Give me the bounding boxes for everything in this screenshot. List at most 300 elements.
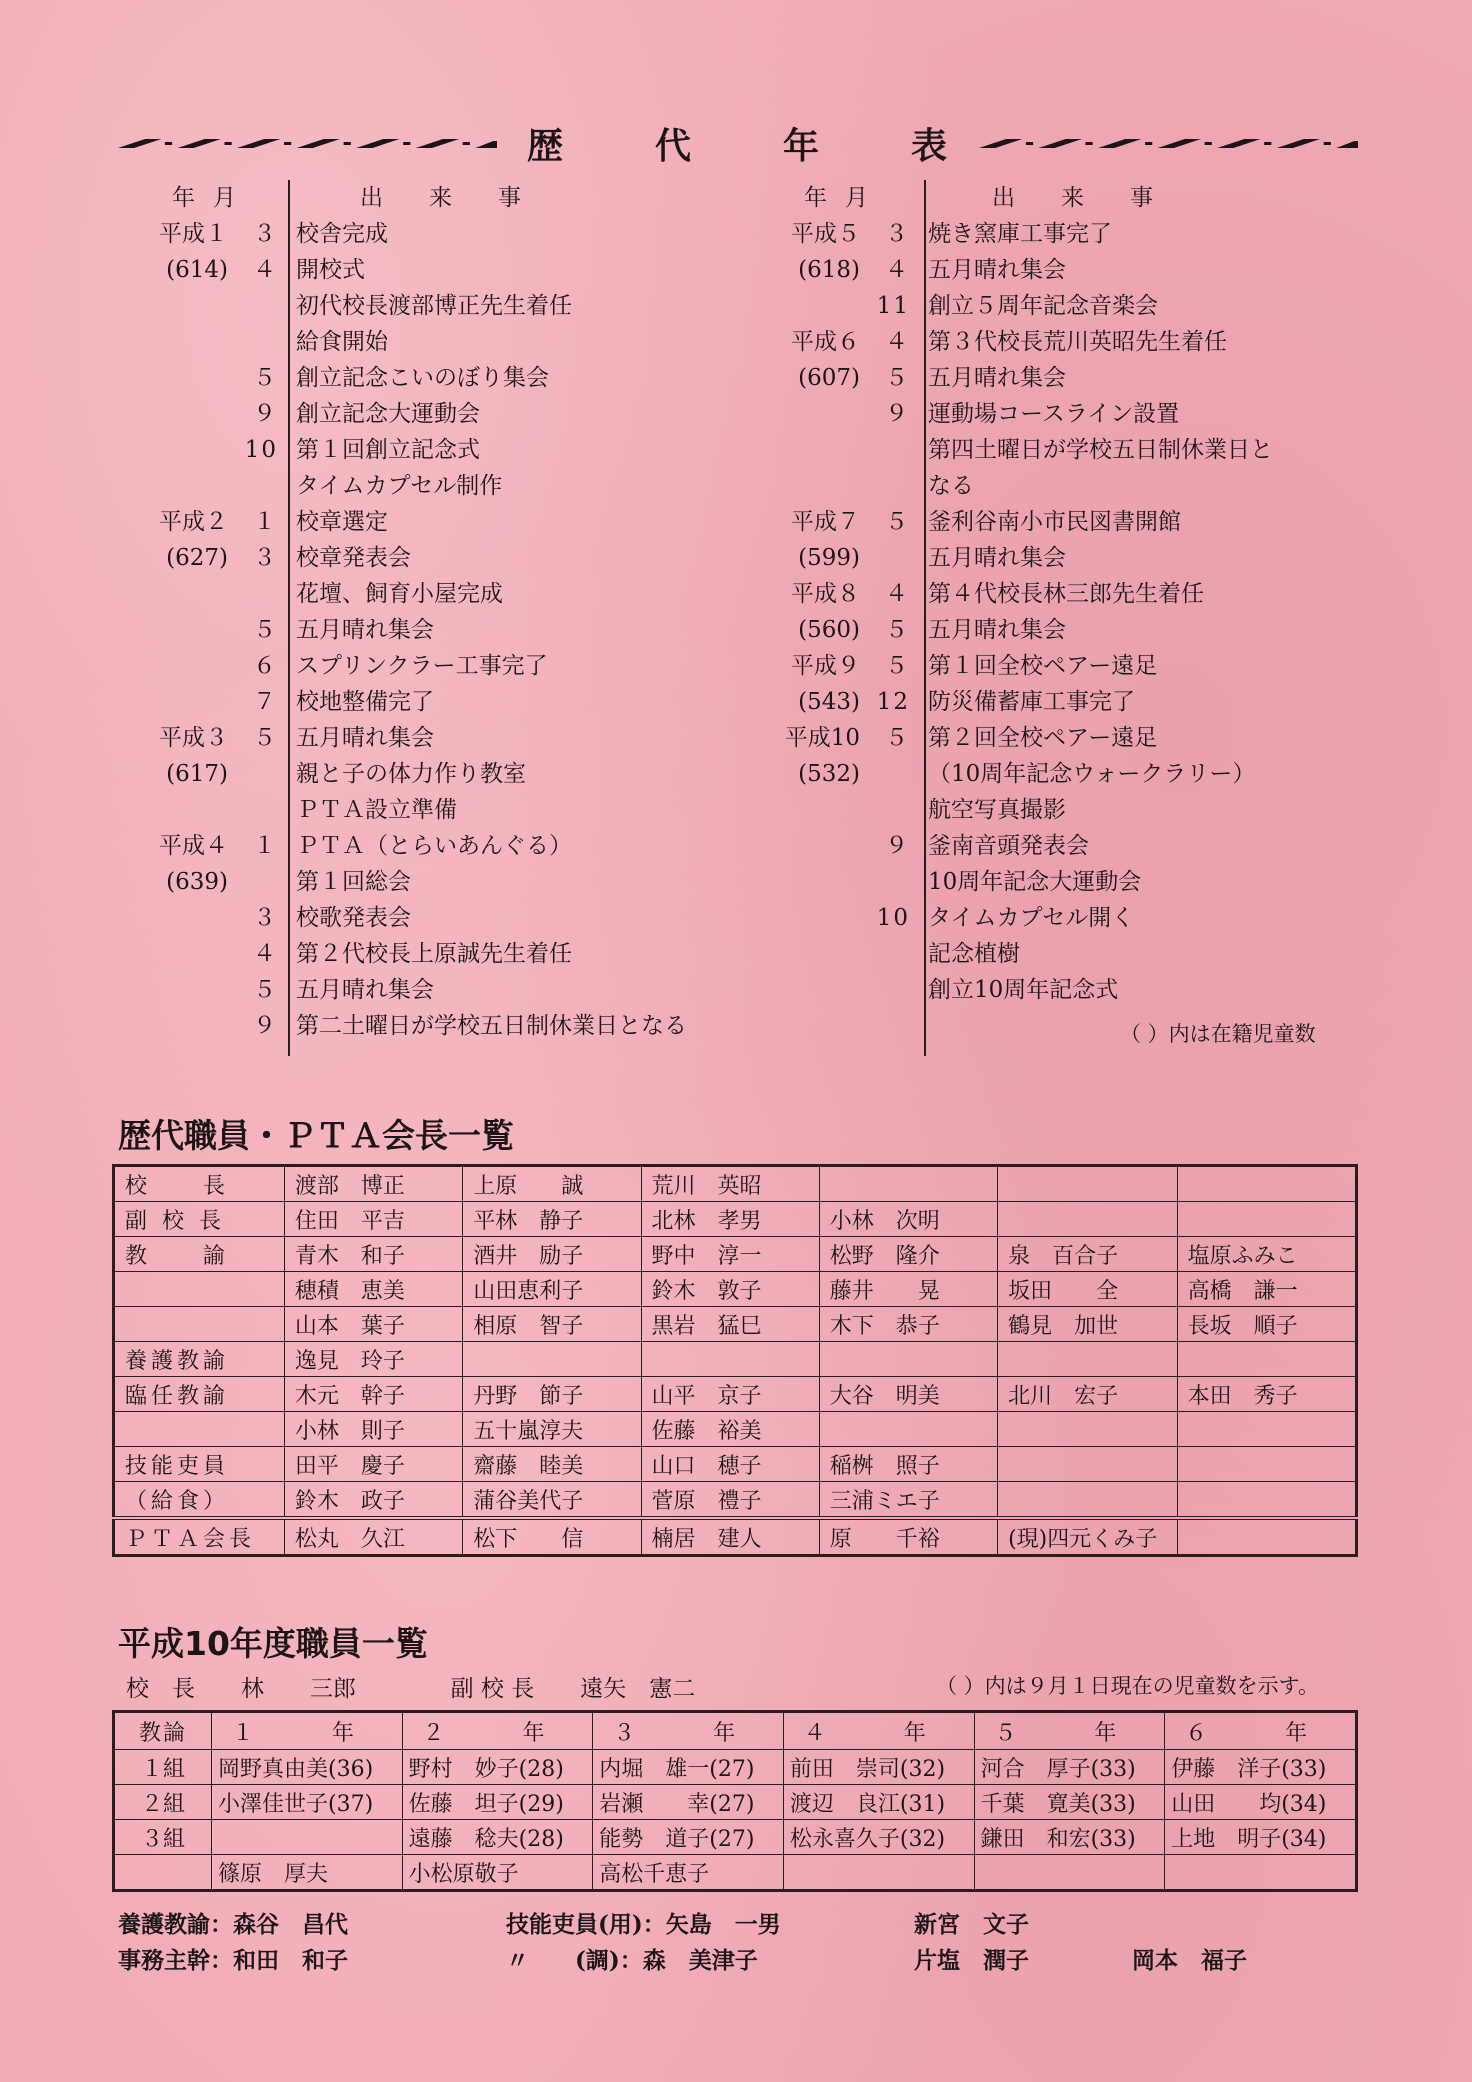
staff-name-cell: 渡部 博正 <box>284 1166 462 1202</box>
history-row <box>148 540 788 576</box>
history-event: ＰＴＡ（とらいあんぐる） <box>296 833 572 859</box>
vice-principal-text: 副 校 長 遠矢 憲二 <box>450 1676 696 1702</box>
footer-cook: 〃 (調)：森 美津子 <box>506 1947 758 1974</box>
history-row <box>148 864 788 900</box>
history-month: 11 <box>876 293 910 319</box>
h10-class-cell: ３組 <box>114 1820 212 1855</box>
history-era <box>148 324 228 360</box>
history-row <box>148 1008 788 1044</box>
history-era: (599) <box>798 545 860 571</box>
history-month: ３ <box>253 545 278 571</box>
h10-teacher-cell: 小松原敬子 <box>402 1855 593 1891</box>
staff-row <box>114 1377 1357 1412</box>
history-event: 航空写真撮影 <box>928 797 1066 823</box>
history-row <box>780 540 1360 576</box>
column-divider <box>924 180 926 1056</box>
footer-line-1 <box>118 1906 1029 1939</box>
history-era: (618) <box>798 257 860 283</box>
header-event: 出来事 <box>360 185 567 211</box>
history-era: (560) <box>798 617 860 643</box>
staff-name-cell: 荒川 英昭 <box>641 1166 819 1202</box>
history-era <box>780 972 860 1008</box>
staff-name-cell: 丹野 節子 <box>463 1377 641 1412</box>
history-era <box>148 360 228 396</box>
history-event: 第４代校長林三郎先生着任 <box>928 581 1204 607</box>
history-row <box>780 864 1360 900</box>
history-month <box>860 468 910 504</box>
history-row <box>148 252 788 288</box>
staff-role-cell: ＰＴＡ会長 <box>114 1518 285 1556</box>
staff-name-cell <box>1177 1342 1356 1377</box>
staff-name-cell <box>1177 1482 1356 1519</box>
h10-leaders-line <box>126 1670 1319 1703</box>
staff-name-cell: 相原 智子 <box>463 1307 641 1342</box>
staff-name-cell: 松下 信 <box>463 1518 641 1556</box>
staff-name-cell: 田平 慶子 <box>284 1447 462 1482</box>
history-right-rows <box>780 216 1360 1008</box>
history-event: 運動場コースライン設置 <box>928 401 1180 427</box>
h10-note: （ ）内は９月１日現在の児童数を示す。 <box>936 1674 1319 1698</box>
staff-name-cell: (現)四元くみ子 <box>998 1518 1178 1556</box>
history-row <box>148 792 788 828</box>
history-event: 創立記念こいのぼり集会 <box>296 365 549 391</box>
h10-teacher-cell: 鎌田 和宏(33) <box>974 1820 1165 1855</box>
history-era <box>148 432 228 468</box>
history-month: ５ <box>885 653 910 679</box>
staff-name-cell: 山口 穂子 <box>641 1447 819 1482</box>
history-month: ７ <box>253 689 278 715</box>
h10-header-grade: ４ 年 <box>783 1712 974 1750</box>
history-event: 第１回総会 <box>296 869 411 895</box>
staff-name-cell <box>998 1447 1178 1482</box>
staff-name-cell: 塩原ふみこ <box>1177 1237 1356 1272</box>
staff-role-cell: 校 長 <box>114 1166 285 1202</box>
history-event: 第二土曜日が学校五日制休業日となる <box>296 1013 687 1039</box>
h10-header-grade: ６ 年 <box>1165 1712 1357 1750</box>
history-row <box>780 288 1360 324</box>
history-row <box>780 900 1360 936</box>
staff-name-cell: 長坂 順子 <box>1177 1307 1356 1342</box>
staff-name-cell: 逸見 玲子 <box>284 1342 462 1377</box>
history-month <box>228 288 278 324</box>
history-event: 給食開始 <box>296 329 388 355</box>
column-divider <box>288 180 290 1056</box>
staff-row <box>114 1237 1357 1272</box>
header-year-month: 年月 <box>804 185 886 211</box>
history-row <box>780 684 1360 720</box>
h10-teacher-cell: 前田 崇司(32) <box>783 1750 974 1785</box>
history-row <box>780 720 1360 756</box>
staff-row <box>114 1202 1357 1237</box>
history-month: ５ <box>253 725 278 751</box>
history-era <box>780 936 860 972</box>
staff-name-cell <box>1177 1447 1356 1482</box>
history-event: 校章選定 <box>296 509 388 535</box>
history-row <box>148 900 788 936</box>
h10-row <box>114 1855 1357 1891</box>
history-note: （ ）内は在籍児童数 <box>1120 1022 1316 1046</box>
history-era: 平成４ <box>159 833 228 859</box>
history-row <box>780 252 1360 288</box>
history-month <box>228 864 278 900</box>
h10-teacher-cell: 高松千恵子 <box>593 1855 784 1891</box>
history-right-column <box>780 180 1360 1008</box>
history-row <box>148 612 788 648</box>
staff-name-cell: 齋藤 睦美 <box>463 1447 641 1482</box>
staff-name-cell: 野中 淳一 <box>641 1237 819 1272</box>
history-event: 花壇、飼育小屋完成 <box>296 581 503 607</box>
h10-header-class: 教論 <box>114 1712 212 1750</box>
h10-teacher-cell: 渡辺 良江(31) <box>783 1785 974 1820</box>
staff-name-cell: 木元 幹子 <box>284 1377 462 1412</box>
history-era: 平成８ <box>791 581 860 607</box>
staff-name-cell: 黒岩 猛巳 <box>641 1307 819 1342</box>
history-month: ５ <box>885 365 910 391</box>
staff-name-cell <box>463 1342 641 1377</box>
history-month: ６ <box>253 653 278 679</box>
history-month: 10 <box>876 905 910 931</box>
history-month: ３ <box>253 905 278 931</box>
staff-name-cell: 佐藤 裕美 <box>641 1412 819 1447</box>
h10-teacher-cell: 上地 明子(34) <box>1165 1820 1357 1855</box>
staff-name-cell: 坂田 全 <box>998 1272 1178 1307</box>
history-era <box>148 1008 228 1044</box>
staff-name-cell: 小林 次明 <box>819 1202 997 1237</box>
staff-name-cell <box>1177 1518 1356 1556</box>
history-event: 五月晴れ集会 <box>296 617 434 643</box>
history-era <box>148 468 228 504</box>
history-month: 12 <box>876 689 910 715</box>
history-month: ５ <box>885 509 910 535</box>
staff-name-cell <box>998 1342 1178 1377</box>
history-month: １ <box>253 509 278 535</box>
history-era: (617) <box>166 761 228 787</box>
history-era: 平成２ <box>159 509 228 535</box>
history-row <box>148 756 788 792</box>
h10-row <box>114 1785 1357 1820</box>
history-month: ４ <box>885 581 910 607</box>
staff-name-cell: 上原 誠 <box>463 1166 641 1202</box>
history-row <box>780 576 1360 612</box>
history-event: 第四土曜日が学校五日制休業日と <box>928 437 1273 463</box>
staff-role-cell <box>114 1412 285 1447</box>
history-event: 第１回創立記念式 <box>296 437 480 463</box>
staff-name-cell: 三浦ミエ子 <box>819 1482 997 1519</box>
history-row <box>148 972 788 1008</box>
h10-header-grade: ３ 年 <box>593 1712 784 1750</box>
history-event: （10周年記念ウォークラリー） <box>928 761 1256 787</box>
history-header <box>148 180 788 216</box>
staff-name-cell: 松丸 久江 <box>284 1518 462 1556</box>
history-era: 平成１ <box>159 221 228 247</box>
history-month: ５ <box>885 725 910 751</box>
h10-header-grade: １ 年 <box>212 1712 403 1750</box>
staff-role-cell: 技能吏員 <box>114 1447 285 1482</box>
h10-class-cell: １組 <box>114 1750 212 1785</box>
staff-role-cell: 副 校 長 <box>114 1202 285 1237</box>
footer-nurse: 養護教諭：森谷 昌代 <box>118 1911 348 1938</box>
history-row <box>780 396 1360 432</box>
staff-name-cell: 鈴木 政子 <box>284 1482 462 1519</box>
staff-row <box>114 1482 1357 1519</box>
h10-teacher-cell: 松永喜久子(32) <box>783 1820 974 1855</box>
history-row <box>780 216 1360 252</box>
history-month: ５ <box>253 365 278 391</box>
history-era: (627) <box>166 545 228 571</box>
history-era: 平成５ <box>791 221 860 247</box>
h10-teacher-cell: 山田 均(34) <box>1165 1785 1357 1820</box>
history-month <box>228 324 278 360</box>
history-row <box>148 468 788 504</box>
staff-role-cell: 臨任教諭 <box>114 1377 285 1412</box>
h10-teacher-cell: 能勢 道子(27) <box>593 1820 784 1855</box>
h10-teacher-cell: 小澤佳世子(37) <box>212 1785 403 1820</box>
history-row <box>780 612 1360 648</box>
history-event: 初代校長渡部博正先生着任 <box>296 293 572 319</box>
history-era <box>148 648 228 684</box>
history-month: １ <box>253 833 278 859</box>
history-event: 10周年記念大運動会 <box>928 869 1142 895</box>
history-era: (543) <box>798 689 860 715</box>
history-event: 校地整備完了 <box>296 689 434 715</box>
staff-row <box>114 1412 1357 1447</box>
history-event: 校舎完成 <box>296 221 388 247</box>
history-month: ３ <box>885 221 910 247</box>
history-era <box>780 468 860 504</box>
staff-row <box>114 1272 1357 1307</box>
history-title-banner <box>118 118 1358 168</box>
history-month <box>860 792 910 828</box>
h10-row <box>114 1750 1357 1785</box>
staff-name-cell <box>641 1342 819 1377</box>
history-row <box>148 396 788 432</box>
history-month <box>860 972 910 1008</box>
history-row <box>148 360 788 396</box>
h10-teacher-cell: 内堀 雄一(27) <box>593 1750 784 1785</box>
history-row <box>780 828 1360 864</box>
history-row <box>148 504 788 540</box>
history-row <box>780 504 1360 540</box>
staff-row <box>114 1307 1357 1342</box>
staff-name-cell <box>1177 1166 1356 1202</box>
staff-name-cell: 大谷 明美 <box>819 1377 997 1412</box>
history-era: (532) <box>798 761 860 787</box>
staff-name-cell: 蒲谷美代子 <box>463 1482 641 1519</box>
staff-role-cell: （給食） <box>114 1482 285 1519</box>
h10-teacher-cell: 岩瀬 幸(27) <box>593 1785 784 1820</box>
history-era <box>780 900 860 936</box>
history-event: 開校式 <box>296 257 365 283</box>
history-month: ４ <box>885 329 910 355</box>
staff-section-title: 歴代職員・ＰＴＡ会長一覧 <box>118 1116 514 1155</box>
staff-name-cell: 菅原 禮子 <box>641 1482 819 1519</box>
footer-tech-staff-2: 新宮 文子 <box>914 1911 1030 1938</box>
staff-name-cell: 原 千裕 <box>819 1518 997 1556</box>
header-year-month: 年月 <box>172 185 254 211</box>
history-event: 校歌発表会 <box>296 905 411 931</box>
history-left-column <box>148 180 788 1044</box>
staff-name-cell <box>998 1166 1178 1202</box>
staff-name-cell: 稲桝 照子 <box>819 1447 997 1482</box>
h10-teacher-cell: 篠原 厚夫 <box>212 1855 403 1891</box>
h10-class-cell: ２組 <box>114 1785 212 1820</box>
history-row <box>780 648 1360 684</box>
history-row <box>148 324 788 360</box>
history-era <box>148 288 228 324</box>
history-era: (639) <box>166 869 228 895</box>
history-event: 釜利谷南小市民図書開館 <box>928 509 1181 535</box>
staff-row <box>114 1342 1357 1377</box>
footer-tech-staff: 技能吏員(用)：矢島 一男 <box>506 1911 781 1938</box>
history-event: 記念植樹 <box>928 941 1020 967</box>
history-row <box>148 720 788 756</box>
history-title: 歴 代 年 表 <box>527 125 976 167</box>
staff-name-cell: 平林 静子 <box>463 1202 641 1237</box>
history-row <box>148 288 788 324</box>
footer-cook-2: 片塩 潤子 <box>914 1947 1030 1974</box>
h10-teacher-cell: 岡野真由美(36) <box>212 1750 403 1785</box>
history-era <box>780 864 860 900</box>
history-event: 親と子の体力作り教室 <box>296 761 526 787</box>
staff-name-cell <box>998 1412 1178 1447</box>
history-event: タイムカプセル開く <box>928 905 1135 931</box>
history-month: ９ <box>253 401 278 427</box>
history-event: 五月晴れ集会 <box>296 725 434 751</box>
history-month <box>228 756 278 792</box>
history-month: ９ <box>885 833 910 859</box>
h10-class-cell <box>114 1855 212 1891</box>
dash-rule-left <box>118 136 497 150</box>
h10-teacher-cell: 野村 妙子(28) <box>402 1750 593 1785</box>
history-era: 平成３ <box>159 725 228 751</box>
history-era <box>780 792 860 828</box>
staff-name-cell: 山平 京子 <box>641 1377 819 1412</box>
staff-role-cell: 教 諭 <box>114 1237 285 1272</box>
h10-teacher-cell <box>1165 1855 1357 1891</box>
history-row <box>780 936 1360 972</box>
history-era: 平成10 <box>784 725 860 751</box>
staff-name-cell: 酒井 励子 <box>463 1237 641 1272</box>
staff-name-cell <box>819 1412 997 1447</box>
history-row <box>780 792 1360 828</box>
history-event: 第３代校長荒川英昭先生着任 <box>928 329 1227 355</box>
history-era: 平成７ <box>791 509 860 535</box>
history-row <box>780 324 1360 360</box>
history-row <box>780 468 1360 504</box>
history-era <box>148 612 228 648</box>
history-event: 五月晴れ集会 <box>928 617 1066 643</box>
staff-name-cell: 藤井 晃 <box>819 1272 997 1307</box>
staff-name-cell: 本田 秀子 <box>1177 1377 1356 1412</box>
history-month <box>860 936 910 972</box>
staff-name-cell: 北林 孝男 <box>641 1202 819 1237</box>
dash-rule-right <box>979 136 1358 150</box>
h10-header-grade: ５ 年 <box>974 1712 1165 1750</box>
history-event: 五月晴れ集会 <box>296 977 434 1003</box>
staff-name-cell: 鶴見 加世 <box>998 1307 1178 1342</box>
history-event: ＰＴＡ設立準備 <box>296 797 457 823</box>
history-month <box>228 468 278 504</box>
staff-name-cell: 木下 恭子 <box>819 1307 997 1342</box>
history-row <box>148 648 788 684</box>
h10-teacher-cell: 千葉 寛美(33) <box>974 1785 1165 1820</box>
history-era: (614) <box>166 257 228 283</box>
history-era <box>148 396 228 432</box>
staff-name-cell <box>1177 1202 1356 1237</box>
staff-name-cell: 松野 隆介 <box>819 1237 997 1272</box>
history-era <box>148 792 228 828</box>
h10-teacher-cell: 河合 厚子(33) <box>974 1750 1165 1785</box>
staff-name-cell: 住田 平吉 <box>284 1202 462 1237</box>
h10-teacher-cell <box>974 1855 1165 1891</box>
staff-row <box>114 1447 1357 1482</box>
history-row <box>148 216 788 252</box>
footer-cook-3: 岡本 福子 <box>1132 1947 1248 1974</box>
history-event: 釜南音頭発表会 <box>928 833 1089 859</box>
history-left-rows <box>148 216 788 1044</box>
staff-name-cell <box>819 1342 997 1377</box>
staff-row <box>114 1166 1357 1202</box>
history-row <box>148 432 788 468</box>
history-month: ５ <box>885 617 910 643</box>
history-month: ４ <box>253 257 278 283</box>
h10-staff-table <box>112 1710 1358 1892</box>
history-month <box>860 540 910 576</box>
history-month: ９ <box>253 1013 278 1039</box>
h10-teacher-cell: 佐藤 坦子(29) <box>402 1785 593 1820</box>
history-event: 校章発表会 <box>296 545 411 571</box>
history-event: 五月晴れ集会 <box>928 257 1066 283</box>
history-row <box>780 756 1360 792</box>
h10-teacher-cell: 遠藤 稔夫(28) <box>402 1820 593 1855</box>
history-month <box>860 864 910 900</box>
history-month: ５ <box>253 977 278 1003</box>
staff-name-cell: 鈴木 敦子 <box>641 1272 819 1307</box>
staff-role-cell <box>114 1272 285 1307</box>
history-event: 創立５周年記念音楽会 <box>928 293 1158 319</box>
staff-name-cell: 泉 百合子 <box>998 1237 1178 1272</box>
history-event: 焼き窯庫工事完了 <box>928 221 1112 247</box>
staff-name-cell <box>819 1166 997 1202</box>
history-era <box>780 396 860 432</box>
history-row <box>780 972 1360 1008</box>
history-month: ５ <box>253 617 278 643</box>
history-event: スプリンクラー工事完了 <box>296 653 548 679</box>
staff-name-cell: 山田恵利子 <box>463 1272 641 1307</box>
history-row <box>148 828 788 864</box>
h10-teacher-cell <box>212 1820 403 1855</box>
h10-teacher-cell <box>783 1855 974 1891</box>
history-event: 第２回全校ペアー遠足 <box>928 725 1158 751</box>
h10-section-title: 平成10年度職員一覧 <box>118 1624 428 1663</box>
history-event: 創立10周年記念式 <box>928 977 1119 1003</box>
history-event: 五月晴れ集会 <box>928 365 1066 391</box>
history-era: 平成９ <box>791 653 860 679</box>
history-month <box>860 756 910 792</box>
history-row <box>780 360 1360 396</box>
history-era <box>148 576 228 612</box>
footer-line-2 <box>118 1942 1247 1975</box>
history-era <box>148 900 228 936</box>
history-event: タイムカプセル制作 <box>296 473 503 499</box>
header-event: 出来事 <box>992 185 1199 211</box>
staff-name-cell: 穂積 恵美 <box>284 1272 462 1307</box>
history-era <box>148 936 228 972</box>
history-row <box>148 576 788 612</box>
h10-teacher-cell: 伊藤 洋子(33) <box>1165 1750 1357 1785</box>
history-month <box>860 432 910 468</box>
history-era <box>780 432 860 468</box>
